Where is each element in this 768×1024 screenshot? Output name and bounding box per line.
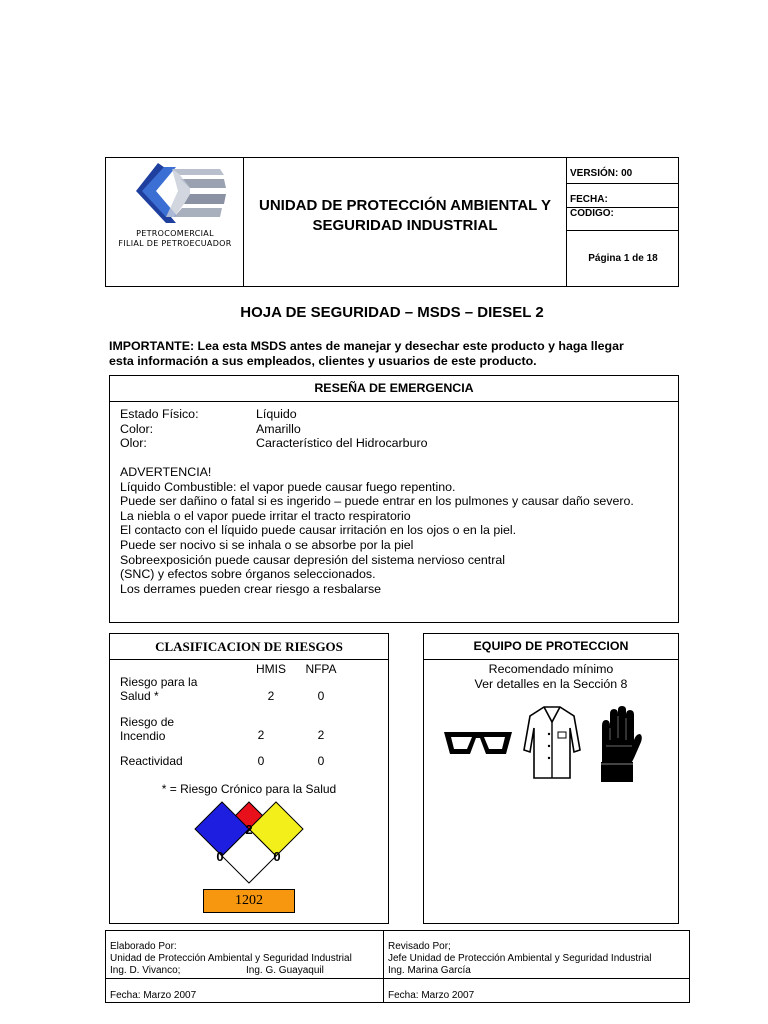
warning-line: (SNC) y efectos sobre órganos seleccionados. — [120, 567, 376, 582]
reviewed-by-name: Ing. Marina García — [388, 965, 471, 976]
risk-label-line: Incendio — [120, 728, 166, 743]
property-value: Líquido — [256, 407, 297, 421]
glove-icon — [596, 706, 644, 782]
risk-label-line: Riesgo de — [120, 715, 175, 729]
hmis-value: 2 — [257, 728, 265, 742]
document-meta — [567, 158, 679, 286]
un-number-box: 1202 — [203, 889, 295, 913]
property-label: Color: — [120, 421, 154, 436]
codigo-field: CODIGO: — [567, 208, 679, 231]
unit-title-line1: UNIDAD DE PROTECCIÓN AMBIENTAL Y — [259, 197, 551, 214]
emergency-heading: RESEÑA DE EMERGENCIA — [110, 376, 678, 402]
ppe-heading: EQUIPO DE PROTECCION — [424, 634, 678, 660]
property-value: Característico del Hidrocarburo — [256, 436, 428, 450]
warning-line: La niebla o el vapor puede irritar el tracto respiratorio — [120, 508, 411, 523]
footer-divider — [106, 978, 689, 979]
hmis-value: 0 — [257, 754, 265, 768]
warning-text — [120, 465, 634, 596]
fecha-field: FECHA: — [567, 184, 679, 208]
warning-line: Sobreexposición puede causar depresión del sistema nervioso central — [120, 552, 506, 567]
nfpa-column-header: NFPA — [305, 662, 337, 676]
ppe-section-reference: Ver detalles en la Sección 8 — [474, 677, 628, 691]
warning-line: Los derrames pueden crear riesgo a resbalarse — [120, 581, 382, 596]
prepared-by-name: Ing. D. Vivanco; — [110, 965, 181, 976]
prepared-by-column — [106, 931, 384, 1002]
protective-equipment-section — [423, 633, 679, 924]
property-value: Amarillo — [256, 421, 301, 436]
version-field: VERSIÓN: 00 — [567, 158, 679, 184]
page-number: Página 1 de 18 — [588, 253, 658, 264]
nfpa-health-value: 0 — [216, 849, 224, 864]
reviewed-date: Fecha: Marzo 2007 — [388, 990, 475, 1001]
unit-title-line2: SEGURIDAD INDUSTRIAL — [312, 217, 498, 234]
lab-coat-icon — [522, 704, 582, 782]
document-header-table — [105, 157, 679, 287]
property-label: Estado Físico: — [120, 407, 199, 421]
important-line1: IMPORTANTE: Lea esta MSDS antes de manejar y desechar este producto y haga llegar — [109, 339, 624, 353]
reviewed-by-column — [384, 931, 689, 1002]
approval-footer — [105, 930, 690, 1003]
hmis-column-header: HMIS — [256, 662, 286, 676]
logo-company-name: PETROCOMERCIAL — [136, 229, 214, 238]
reviewed-by-label: Revisado Por; — [388, 941, 451, 952]
ppe-recommendation: Recomendado mínimo — [488, 662, 614, 676]
warning-line: ADVERTENCIA! — [120, 465, 212, 479]
safety-glasses-icon — [442, 728, 514, 758]
important-notice — [109, 339, 679, 369]
unit-title — [244, 158, 567, 286]
risk-label-line: Salud * — [120, 688, 159, 703]
important-line2: esta información a sus empleados, clientes y usuarios de este producto. — [109, 354, 537, 368]
emergency-overview-section — [109, 375, 679, 623]
prepared-by-name: Ing. G. Guayaquil — [246, 965, 324, 976]
prepared-by-unit: Unidad de Protección Ambiental y Seguridad Industrial — [110, 953, 352, 964]
logo-company-subtitle: FILIAL DE PETROECUADOR — [118, 239, 232, 248]
warning-line: Líquido Combustible: el vapor puede causar fuego repentino. — [120, 479, 456, 494]
risk-heading: CLASIFICACION DE RIESGOS — [110, 634, 388, 660]
logo-cell — [106, 158, 244, 286]
hmis-value: 2 — [267, 689, 275, 703]
risk-row-label — [120, 716, 174, 743]
prepared-by-label: Elaborado Por: — [110, 941, 177, 952]
document-title: HOJA DE SEGURIDAD – MSDS – DIESEL 2 — [240, 304, 544, 321]
property-label: Olor: — [120, 436, 147, 450]
nfpa-diamond — [194, 800, 306, 892]
nfpa-flammability-value: 2 — [245, 822, 253, 837]
risk-row-label: Reactividad — [120, 754, 183, 768]
warning-line: El contacto con el líquido puede causar irritación en los ojos o en la piel. — [120, 523, 517, 538]
nfpa-value: 0 — [317, 754, 325, 768]
petrocomercial-logo-icon — [128, 161, 228, 231]
nfpa-value: 2 — [317, 728, 325, 742]
risk-label-line: Riesgo para la — [120, 675, 198, 689]
nfpa-value: 0 — [317, 689, 325, 703]
risk-row-label — [120, 676, 197, 703]
chronic-footnote: * = Riesgo Crónico para la Salud — [161, 782, 337, 796]
warning-line: Puede ser nocivo si se inhala o se absorbe por la piel — [120, 537, 414, 552]
risk-classification-section — [109, 633, 389, 924]
warning-line: Puede ser dañino o fatal si es ingerido – puede entrar en los pulmones y causar daño severo. — [120, 494, 634, 509]
prepared-date: Fecha: Marzo 2007 — [110, 990, 197, 1001]
reviewed-by-unit: Jefe Unidad de Protección Ambiental y Seguridad Industrial — [388, 953, 652, 964]
nfpa-reactivity-value: 0 — [273, 849, 281, 864]
